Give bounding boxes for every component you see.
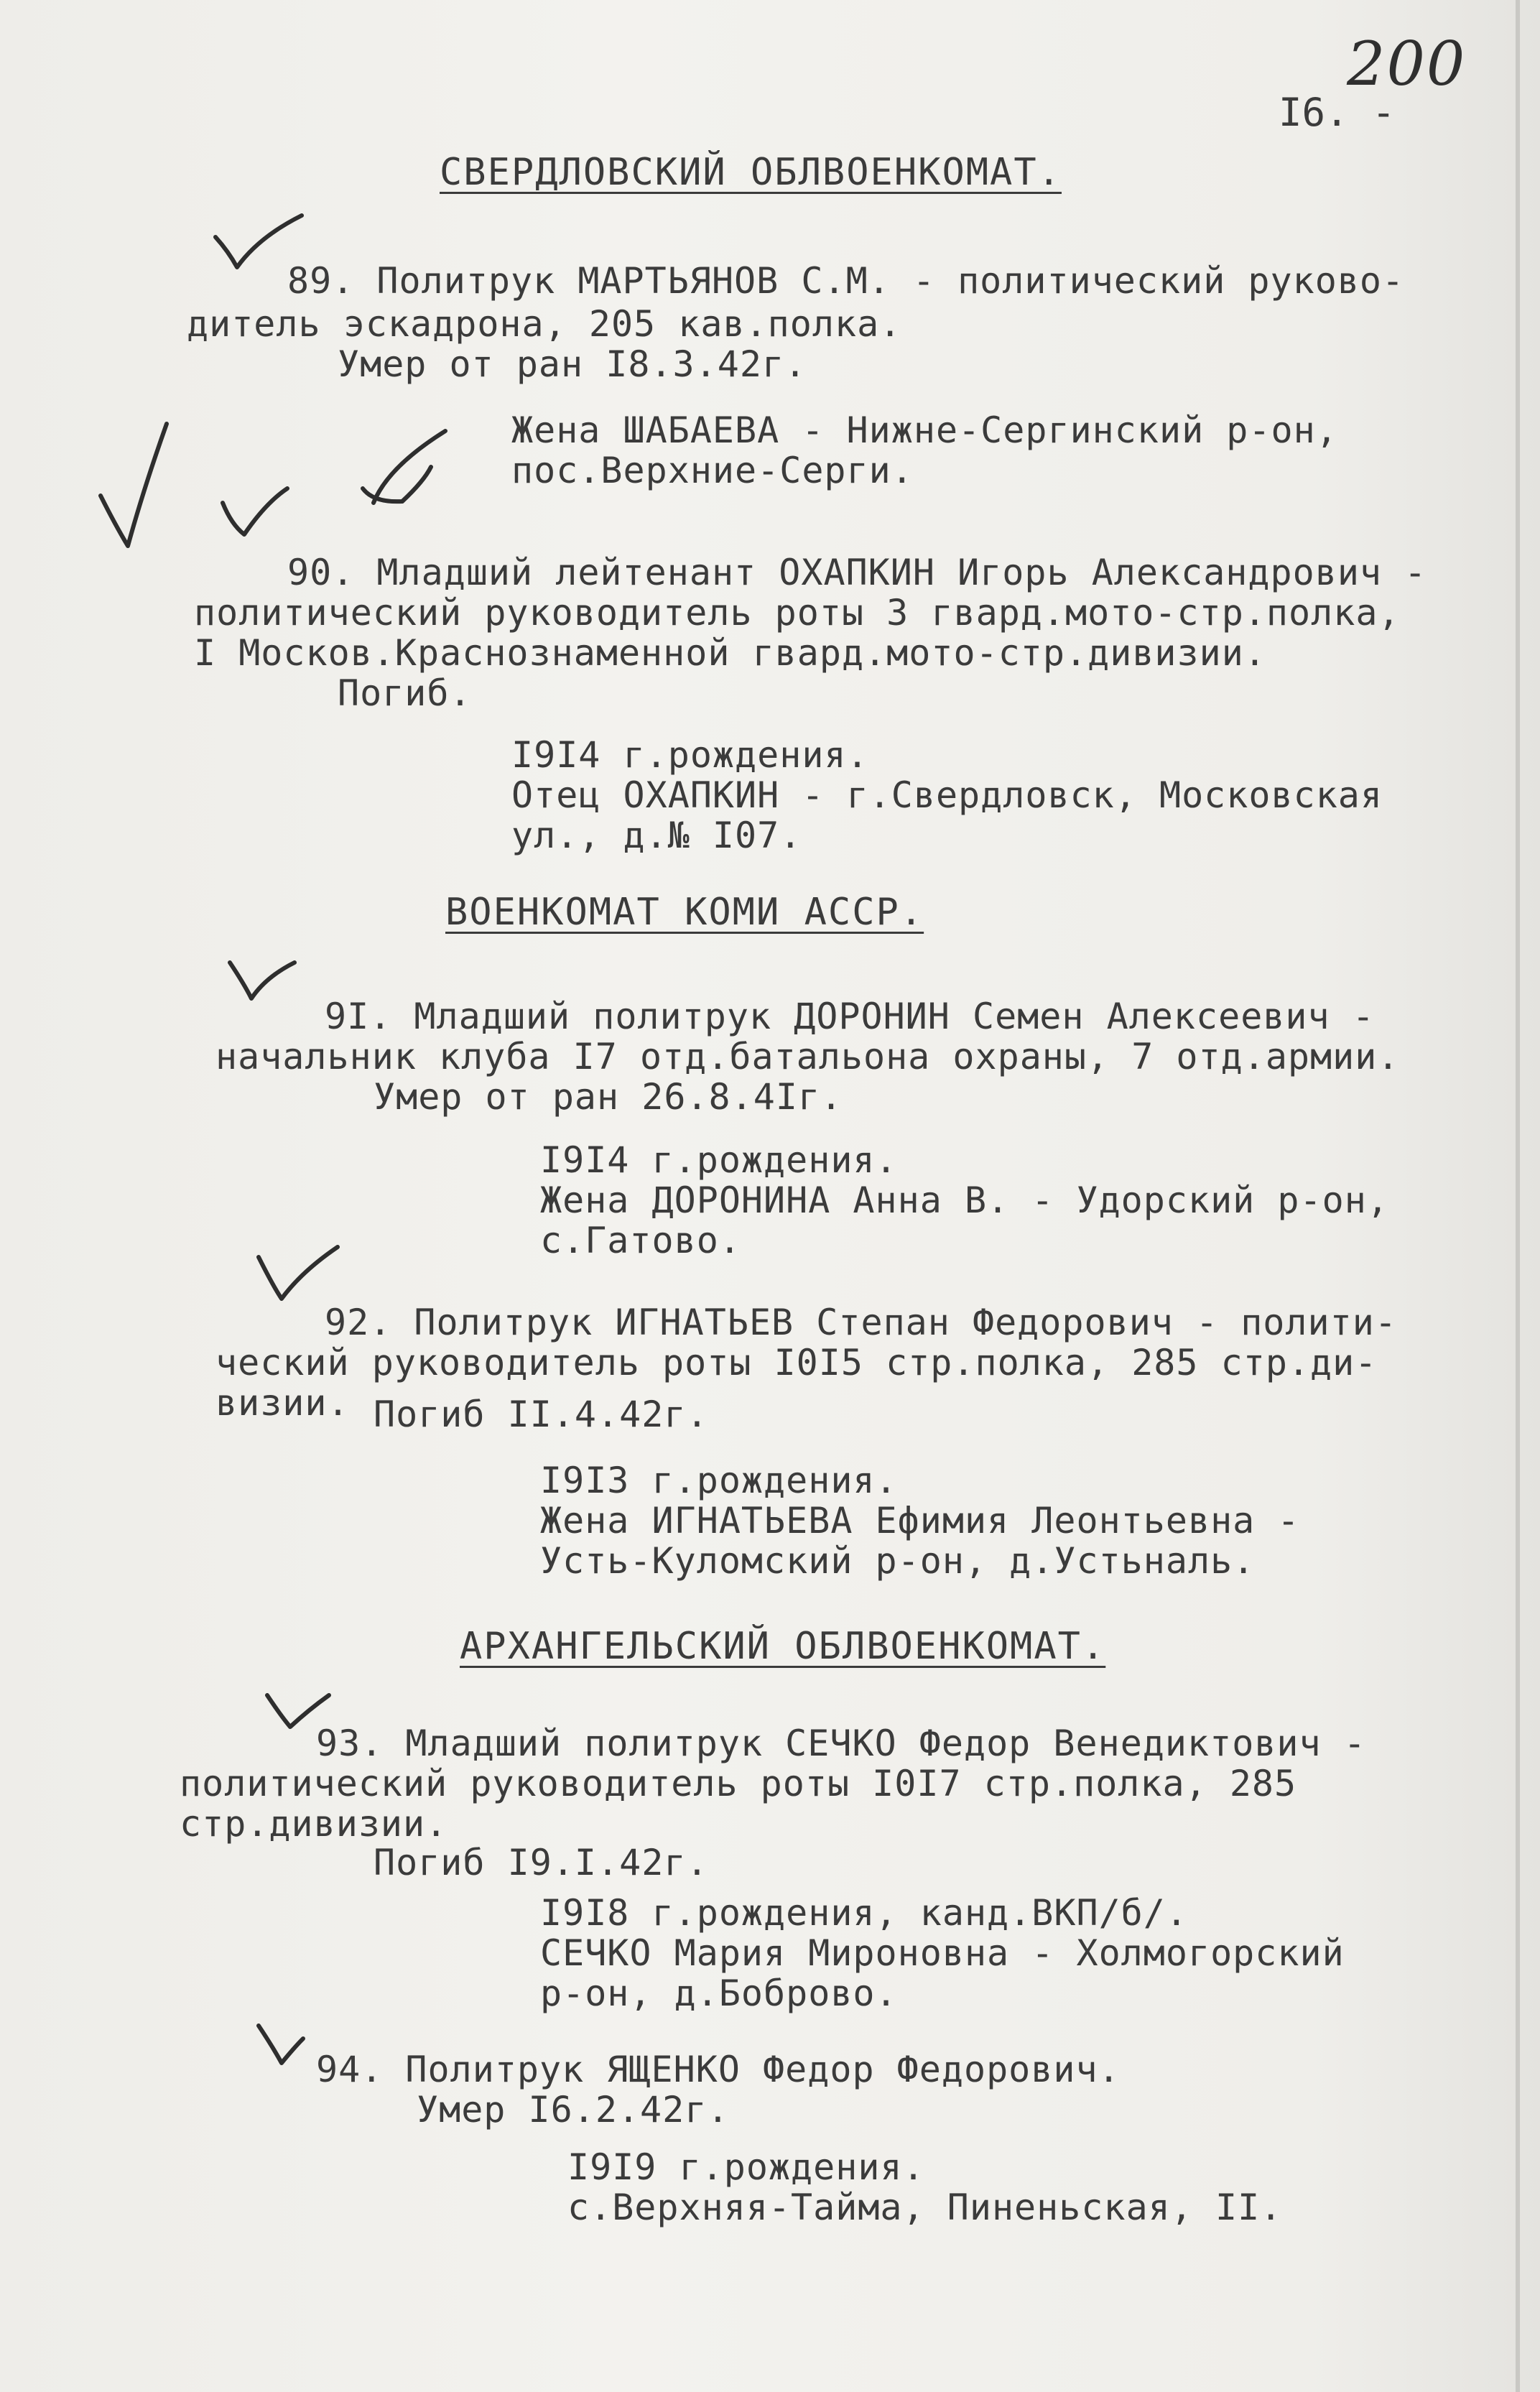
entry-94-line-1: 94. Политрук ЯЩЕНКО Федор Федорович.	[316, 2049, 1121, 2090]
section-heading-arkhangelsk: АРХАНГЕЛЬСКИЙ ОБЛВОЕНКОМАТ.	[460, 1625, 1106, 1668]
entry-94-line-3: I9I9 г.рождения.	[567, 2146, 925, 2188]
entry-90-line-6: Отец ОХАПКИН - г.Свердловск, Московская	[511, 774, 1383, 816]
checkmark-icon	[215, 215, 302, 267]
entry-91-line-2: начальник клуба I7 отд.батальона охраны, 7 отд.армии.	[215, 1036, 1400, 1077]
entry-93-line-4: Погиб I9.I.42г.	[374, 1842, 709, 1883]
section-heading-sverdlovsk: СВЕРДЛОВСКИЙ ОБЛВОЕНКОМАТ.	[440, 151, 1062, 194]
entry-89-line-4: Жена ШАБАЕВА - Нижне-Сергинский р-он,	[511, 409, 1338, 451]
entry-92-line-7: Усть-Куломский р-он, д.Устьналь.	[540, 1540, 1256, 1582]
entry-89-line-1: 89. Политрук МАРТЬЯНОВ С.М. - политический руково-	[287, 260, 1405, 302]
entry-93-line-2: политический руководитель роты I0I7 стр.полка, 285	[180, 1763, 1297, 1804]
entry-91-line-1: 9I. Младший политрук ДОРОНИН Семен Алексеевич -	[325, 996, 1375, 1037]
checkmark-icon	[259, 2026, 303, 2063]
entry-91-line-5: Жена ДОРОНИНА Анна В. - Удорский р-он,	[540, 1179, 1389, 1221]
checkmark-icon	[267, 1695, 329, 1727]
checkmark-icon	[223, 488, 287, 534]
entry-93-line-3: стр.дивизии.	[180, 1803, 448, 1845]
entry-92-line-4: Погиб II.4.42г.	[374, 1394, 709, 1435]
entry-93-line-7: р-он, д.Боброво.	[540, 1973, 898, 2014]
entry-93-line-1: 93. Младший политрук СЕЧКО Федор Венедиктович -	[316, 1723, 1366, 1764]
entry-91-line-6: с.Гатово.	[540, 1220, 741, 1261]
checkmark-icon	[363, 431, 445, 503]
entry-93-line-6: СЕЧКО Мария Мироновна - Холмогорский	[540, 1932, 1345, 1974]
entry-91-line-4: I9I4 г.рождения.	[540, 1139, 898, 1181]
entry-94-line-4: с.Верхняя-Тайма, Пиненьская, II.	[567, 2187, 1283, 2228]
entry-92-line-3: визии.	[215, 1382, 350, 1424]
section-heading-komi: ВОЕНКОМАТ КОМИ АССР.	[445, 891, 924, 934]
entry-94-line-2: Умер I6.2.42г.	[417, 2089, 730, 2131]
checkmark-icon	[230, 963, 294, 998]
page-number: I6. -	[1279, 90, 1396, 135]
entry-89-line-2: дитель эскадрона, 205 кав.полка.	[187, 303, 902, 345]
entry-90-line-2: политический руководитель роты 3 гвард.мото-стр.полка,	[194, 592, 1401, 634]
entry-91-line-3: Умер от ран 26.8.4Iг.	[374, 1076, 843, 1118]
entry-90-line-5: I9I4 г.рождения.	[511, 734, 869, 776]
entry-90-line-7: ул., д.№ I07.	[511, 815, 802, 856]
entry-90-line-3: I Москов.Краснознаменной гвард.мото-стр.дивизии.	[194, 632, 1266, 674]
entry-92-line-5: I9I3 г.рождения.	[540, 1460, 898, 1501]
entry-92-line-6: Жена ИГНАТЬЕВА Ефимия Леонтьевна -	[540, 1500, 1300, 1542]
entry-92-line-2: ческий руководитель роты I0I5 стр.полка, 285 стр.ди-	[215, 1342, 1378, 1383]
entry-89-line-5: пос.Верхние-Серги.	[511, 450, 914, 491]
handwritten-page-number: 200	[1347, 29, 1467, 99]
entry-89-line-3: Умер от ран I8.3.42г.	[338, 343, 807, 385]
entry-93-line-5: I9I8 г.рождения, канд.ВКП/б/.	[540, 1892, 1188, 1934]
entry-90-line-1: 90. Младший лейтенант ОХАПКИН Игорь Александрович -	[287, 552, 1427, 593]
entry-90-line-4: Погиб.	[338, 672, 472, 714]
checkmark-icon	[259, 1247, 338, 1299]
entry-92-line-1: 92. Политрук ИГНАТЬЕВ Степан Федорович - полити-	[325, 1302, 1397, 1343]
checkmark-icon	[101, 424, 167, 546]
